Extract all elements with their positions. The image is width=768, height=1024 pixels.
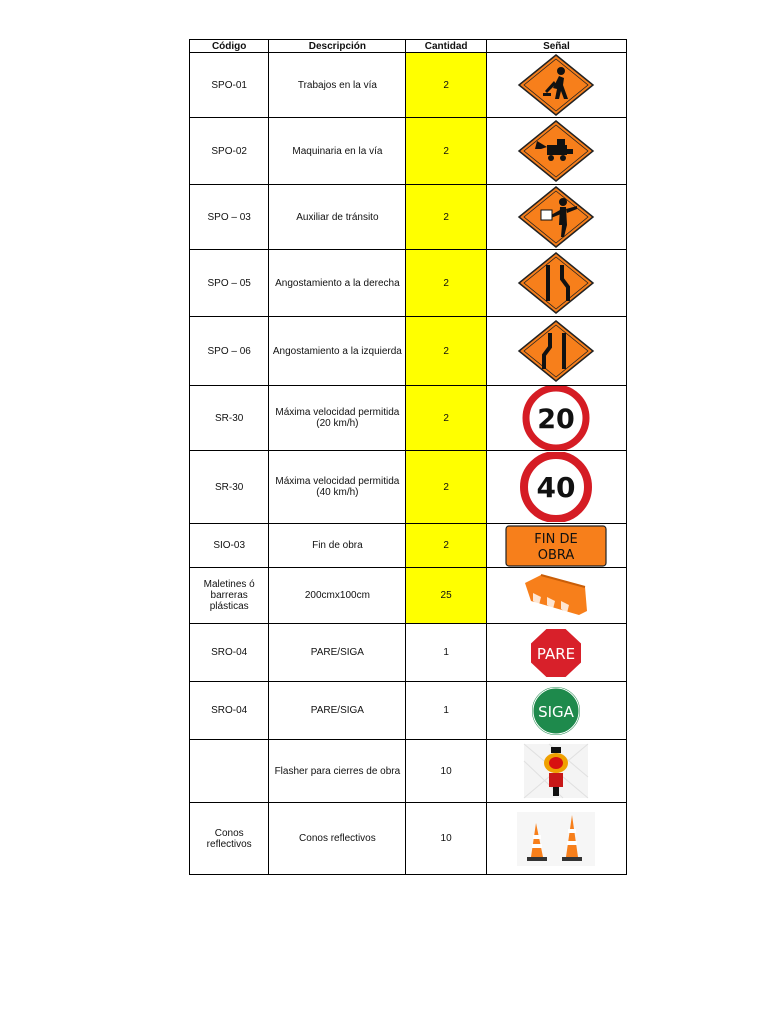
sign-cell [486,451,626,524]
quantity-cell: 2 [406,185,486,250]
code-cell: SPO – 03 [190,185,269,250]
quantity-cell: 1 [406,624,486,682]
table-row [190,118,627,185]
quantity-cell: 2 [406,451,486,524]
sign-cell [486,386,626,451]
table-row [190,53,627,118]
header-description: Descripción [269,40,406,53]
code-cell: SIO-03 [190,524,269,568]
quantity-cell: 1 [406,682,486,740]
description-cell: Conos reflectivos [269,803,406,875]
end-of-work-sign-icon [489,525,624,567]
description-cell: Fin de obra [269,524,406,568]
code-cell: SPO – 06 [190,317,269,386]
stop-sign-icon [489,626,624,680]
header-quantity: Cantidad [406,40,486,53]
sign-cell [486,740,626,803]
flagger-sign-icon [489,185,624,249]
quantity-cell: 2 [406,118,486,185]
narrowing-right-sign-icon [489,251,624,315]
sign-text: OBRA [538,547,575,563]
signs-table [189,39,627,875]
machinery-sign-icon [489,119,624,183]
table-row [190,740,627,803]
description-cell: Auxiliar de tránsito [269,185,406,250]
table-row [190,386,627,451]
code-cell: SPO-02 [190,118,269,185]
table-row [190,624,627,682]
table-row [190,803,627,875]
plastic-barrier-icon [489,571,624,621]
sign-text: PARE [537,644,576,663]
code-cell: SR-30 [190,386,269,451]
description-cell: Angostamiento a la derecha [269,250,406,317]
code-cell: SPO-01 [190,53,269,118]
code-cell: SPO – 05 [190,250,269,317]
description-cell: Máxima velocidad permitida (20 km/h) [269,386,406,451]
table-row [190,524,627,568]
sign-cell [486,568,626,624]
table-row [190,250,627,317]
table-row [190,185,627,250]
table-row [190,682,627,740]
sign-cell [486,803,626,875]
code-cell: SRO-04 [190,624,269,682]
description-cell: Flasher para cierres de obra [269,740,406,803]
code-cell: SR-30 [190,451,269,524]
sign-cell [486,185,626,250]
sign-cell [486,682,626,740]
speed-limit-20-sign-icon [489,386,624,450]
sign-cell [486,524,626,568]
quantity-cell: 2 [406,250,486,317]
description-cell: PARE/SIGA [269,624,406,682]
quantity-cell: 2 [406,386,486,451]
quantity-cell: 2 [406,317,486,386]
description-cell: Maquinaria en la vía [269,118,406,185]
description-cell: Angostamiento a la izquierda [269,317,406,386]
quantity-cell: 2 [406,524,486,568]
description-cell: Trabajos en la vía [269,53,406,118]
sign-text: 20 [537,404,576,435]
sign-text: SIGA [538,702,575,721]
header-row [190,40,627,53]
flasher-light-icon [489,743,624,799]
table-row [190,317,627,386]
description-cell: 200cmx100cm [269,568,406,624]
go-sign-icon [489,684,624,738]
speed-limit-40-sign-icon [489,452,624,522]
men-at-work-sign-icon [489,53,624,117]
header-code: Código [190,40,269,53]
sign-text: FIN DE [534,531,579,547]
code-cell: Conos reflectivos [190,803,269,875]
sign-cell [486,317,626,386]
traffic-cones-icon [489,811,624,867]
sign-cell [486,624,626,682]
narrowing-left-sign-icon [489,319,624,383]
table-row [190,451,627,524]
code-cell: Maletines ó barreras plásticas [190,568,269,624]
sign-cell [486,118,626,185]
code-cell: SRO-04 [190,682,269,740]
header-sign: Señal [486,40,626,53]
quantity-cell: 10 [406,803,486,875]
quantity-cell: 2 [406,53,486,118]
table-row [190,568,627,624]
sign-cell [486,53,626,118]
sign-cell [486,250,626,317]
quantity-cell: 25 [406,568,486,624]
description-cell: Máxima velocidad permitida (40 km/h) [269,451,406,524]
quantity-cell: 10 [406,740,486,803]
description-cell: PARE/SIGA [269,682,406,740]
sign-text: 40 [536,471,576,504]
code-cell [190,740,269,803]
